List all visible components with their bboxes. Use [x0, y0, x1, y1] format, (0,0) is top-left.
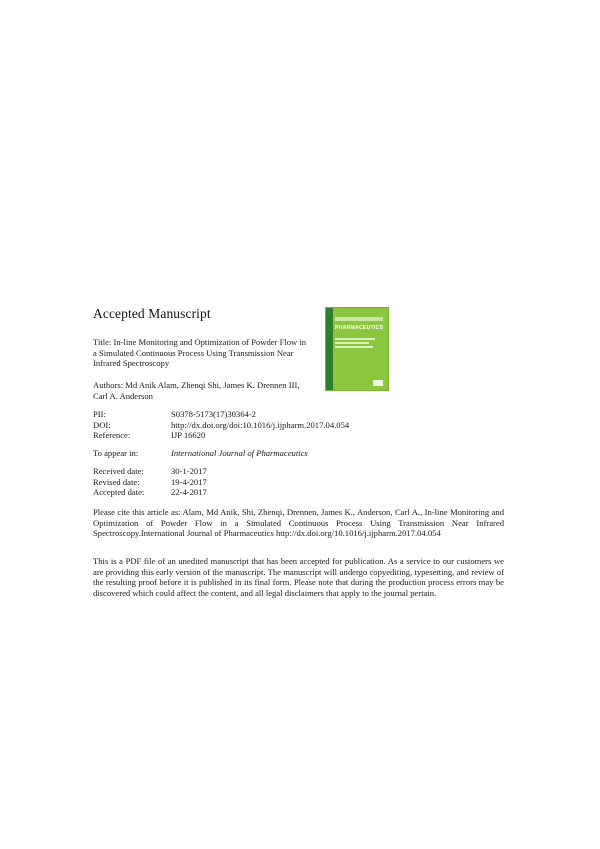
- date-row-revised: [93, 477, 207, 488]
- date-label: Revised date:: [93, 476, 140, 487]
- journal-name: International Journal of Pharmaceutics: [171, 448, 308, 458]
- authors-line: Authors: Md Anik Alam, Zhenqi Shi, James K. Drennen III,: [93, 380, 300, 390]
- title-line: Title: In-line Monitoring and Optimization of Powder Flow in: [93, 337, 307, 347]
- identifier-row-pii: [93, 409, 349, 420]
- identifier-label: Reference:: [93, 430, 131, 441]
- date-row-accepted: [93, 487, 207, 498]
- article-authors: [93, 380, 318, 401]
- cover-text-line: [335, 342, 369, 344]
- cover-text-line: [335, 346, 373, 348]
- cover-journal-title: PHARMACEUTICS: [335, 325, 384, 331]
- page-title: Accepted Manuscript: [93, 306, 211, 321]
- date-row-received: [93, 466, 207, 477]
- to-appear-row: [93, 448, 308, 459]
- identifier-row-doi: [93, 420, 349, 431]
- identifiers-table: [93, 409, 349, 441]
- title-line: a Simulated Continuous Process Using Transmission Near: [93, 347, 294, 358]
- cover-spine: [326, 308, 333, 390]
- doi-link[interactable]: http://dx.doi.org/doi:10.1016/j.ijpharm.2017.04.054: [171, 419, 350, 430]
- cover-text-line: [335, 338, 375, 340]
- article-title: [93, 337, 318, 369]
- cover-header-strip: [335, 317, 383, 321]
- identifier-row-reference: [93, 430, 349, 441]
- identifier-value: S0378-5173(17)30364-2: [171, 409, 256, 419]
- identifier-value: IJP 16620: [171, 430, 206, 441]
- to-appear-in: [93, 448, 308, 459]
- disclaimer-paragraph: This is a PDF file of an unedited manuscript that has been accepted for publication. As a service to our customers we are providing this early version of the manuscript. The manuscript will undergo copyediting, typesetting, and review of the resulting proof before it is published in its final form. Please note that during the production process errors may be discovered which could affect the content, and all legal disclaimers that apply to the journal pertain.: [93, 556, 504, 598]
- date-label: Received date:: [93, 466, 144, 476]
- date-label: Accepted date:: [93, 487, 145, 498]
- date-value: 19-4-2017: [171, 476, 207, 487]
- date-value: 22-4-2017: [171, 487, 207, 498]
- journal-cover-thumbnail: [325, 307, 389, 391]
- appear-label: To appear in:: [93, 448, 139, 458]
- authors-line: Carl A. Anderson: [93, 390, 153, 401]
- identifier-label: DOI:: [93, 419, 111, 430]
- date-value: 30-1-2017: [171, 466, 207, 476]
- citation-paragraph: Please cite this article as: Alam, Md Anik, Shi, Zhenqi, Drennen, James K., Anderson, Carl A., In-line Monitoring and Optimization of Powder Flow in a Simulated Continuous Process Using Transmission Near Infrared Spectroscopy.International Journal of Pharmaceutics http://dx.doi.org/10.1016/j.ijpharm.2017.04.054: [93, 507, 504, 539]
- dates-table: [93, 466, 207, 498]
- title-line: Infrared Spectroscopy: [93, 358, 170, 369]
- publisher-logo-icon: [373, 380, 383, 386]
- identifier-label: PII:: [93, 409, 106, 419]
